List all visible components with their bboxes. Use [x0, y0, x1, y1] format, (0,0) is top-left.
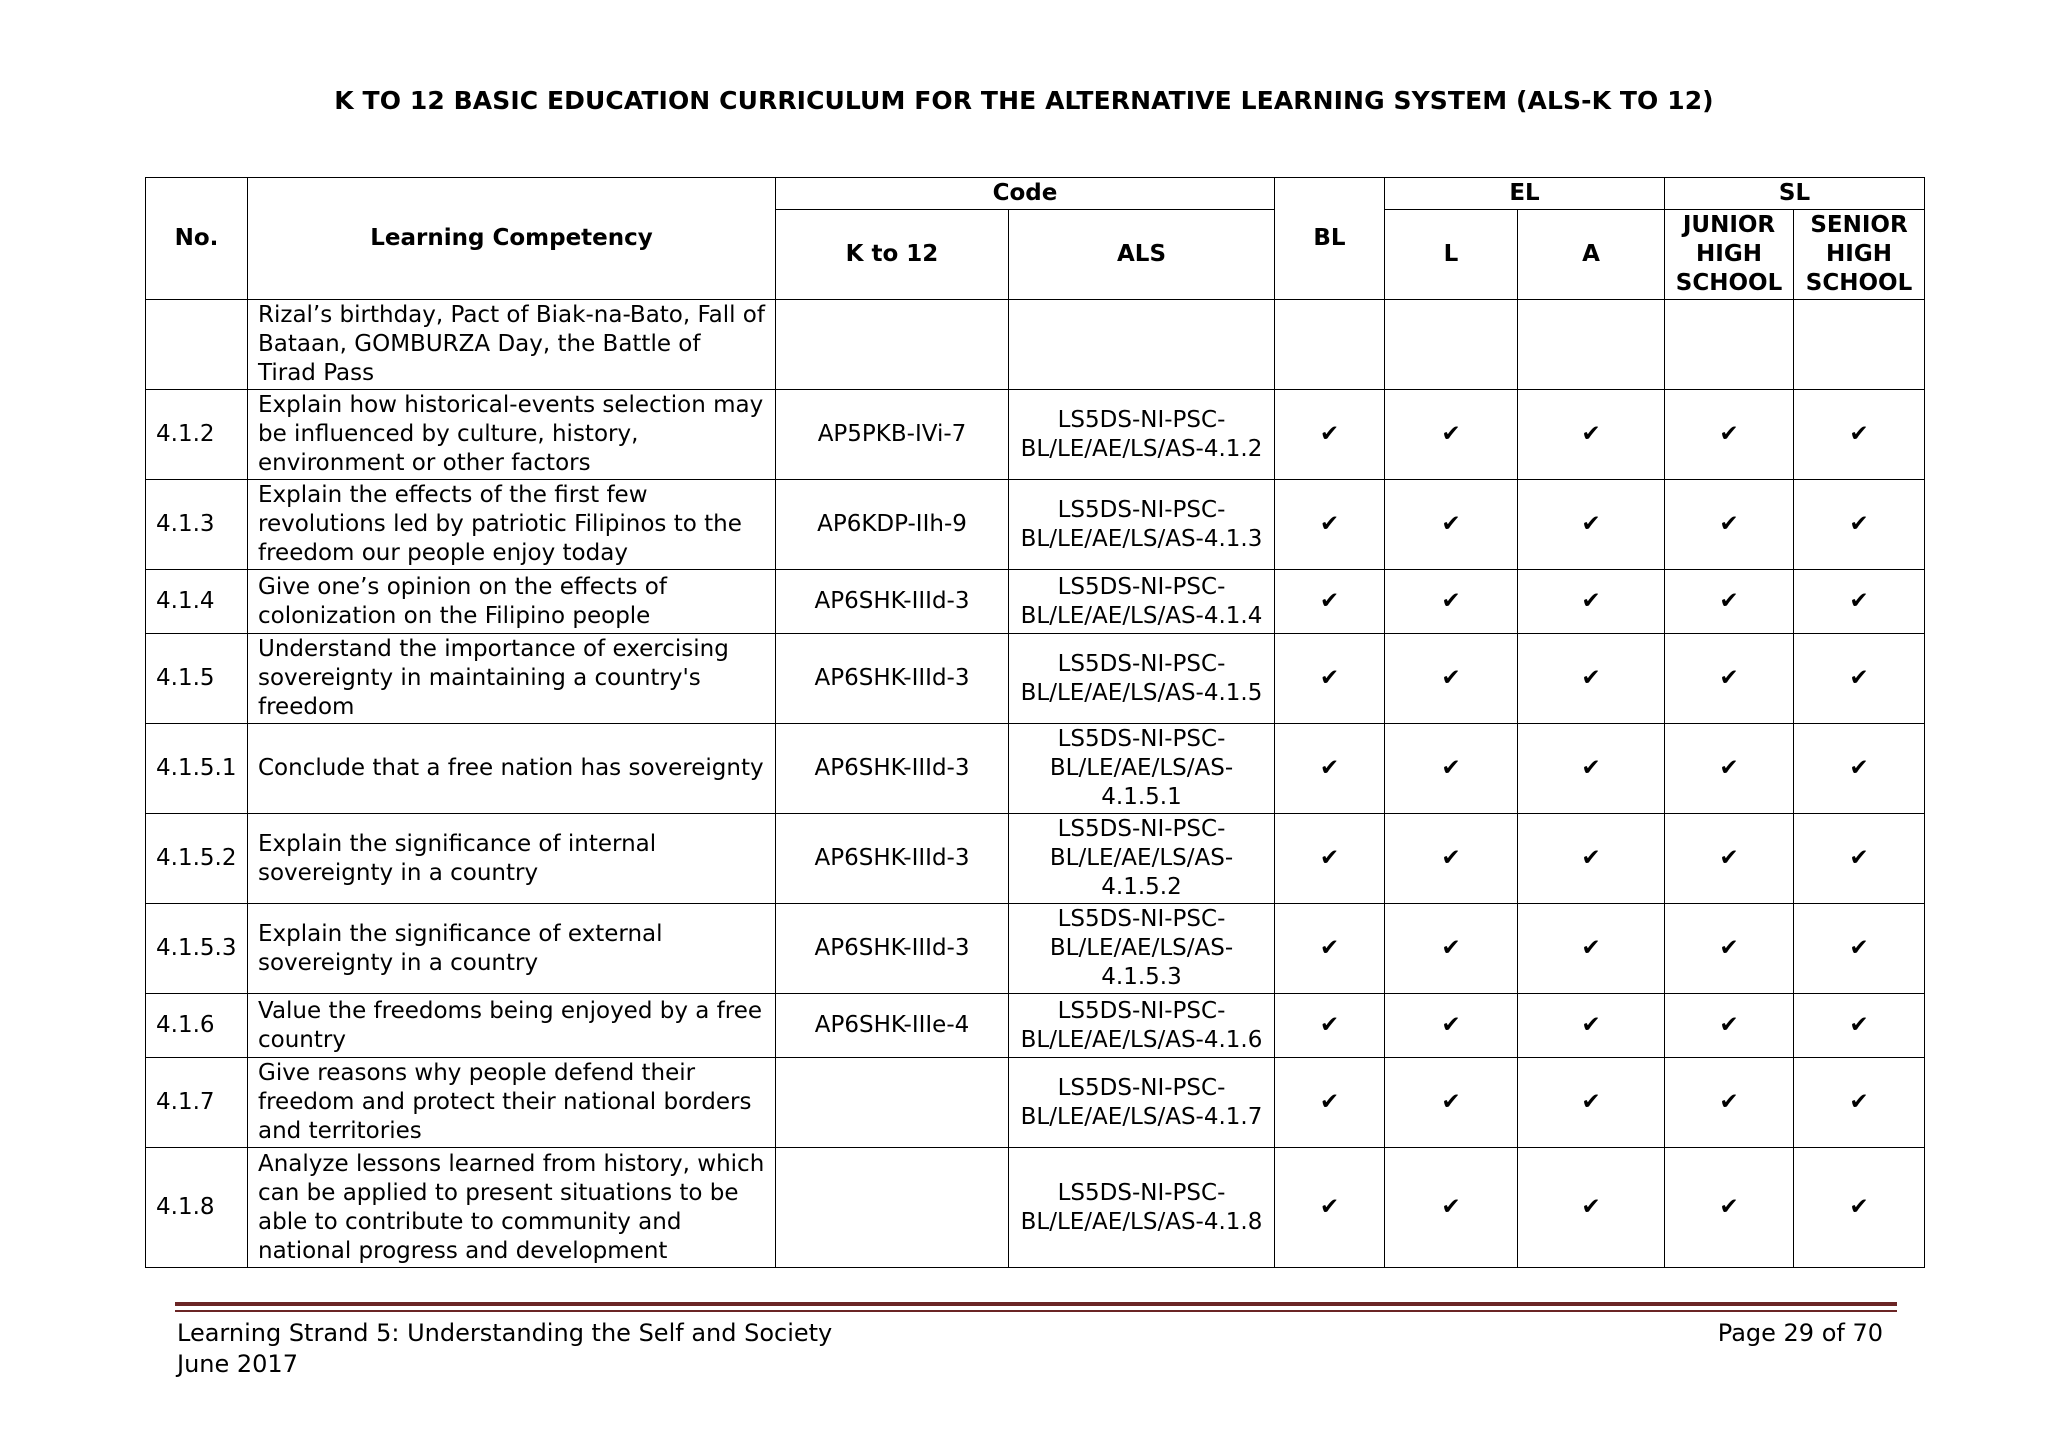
footer-left	[177, 1318, 832, 1380]
check-el-l-icon: ✔	[1385, 994, 1518, 1058]
table-row	[146, 724, 1925, 814]
header-junior-high-school: JUNIOR HIGH SCHOOL	[1665, 210, 1794, 300]
row-competency: Give one’s opinion on the effects of colonization on the Filipino people	[248, 570, 776, 634]
table-row	[146, 814, 1925, 904]
table-row	[146, 300, 1925, 390]
header-el: EL	[1385, 178, 1665, 210]
footer-date: June 2017	[177, 1350, 298, 1378]
row-k12-code: AP6SHK-IIId-3	[776, 724, 1009, 814]
row-competency: Explain the significance of external sovereignty in a country	[248, 904, 776, 994]
check-el-a-icon: ✔	[1518, 814, 1665, 904]
check-bl-icon: ✔	[1275, 570, 1385, 634]
check-sl-junior-high-icon: ✔	[1665, 1148, 1794, 1268]
check-sl-junior-high-icon: ✔	[1665, 1058, 1794, 1148]
check-sl-senior-high-icon: ✔	[1794, 1058, 1925, 1148]
row-als-code: LS5DS-NI-PSC-BL/LE/AE/LS/AS-4.1.4	[1009, 570, 1275, 634]
table-row	[146, 634, 1925, 724]
row-competency: Understand the importance of exercising sovereignty in maintaining a country's freedom	[248, 634, 776, 724]
row-number: 4.1.8	[146, 1148, 248, 1268]
table-row	[146, 1148, 1925, 1268]
check-el-l-icon: ✔	[1385, 480, 1518, 570]
row-competency: Explain the effects of the first few revolutions led by patriotic Filipinos to the freedom our people enjoy today	[248, 480, 776, 570]
document-title: K TO 12 BASIC EDUCATION CURRICULUM FOR THE ALTERNATIVE LEARNING SYSTEM (ALS-K TO 12)	[334, 86, 1714, 115]
check-el-a-icon: ✔	[1518, 904, 1665, 994]
header-no: No.	[146, 178, 248, 300]
check-bl-icon: ✔	[1275, 904, 1385, 994]
check-el-l-icon: ✔	[1385, 814, 1518, 904]
row-number: 4.1.2	[146, 390, 248, 480]
check-el-l-icon	[1385, 300, 1518, 390]
table-row	[146, 994, 1925, 1058]
row-number: 4.1.5.1	[146, 724, 248, 814]
table-row	[146, 390, 1925, 480]
table-row	[146, 570, 1925, 634]
footer-strand: Learning Strand 5: Understanding the Self and Society	[177, 1319, 833, 1347]
row-k12-code: AP6SHK-IIIe-4	[776, 994, 1009, 1058]
row-als-code: LS5DS-NI-PSC-BL/LE/AE/LS/AS-4.1.5.2	[1009, 814, 1275, 904]
header-k-to-12: K to 12	[776, 210, 1009, 300]
row-competency: Conclude that a free nation has sovereignty	[248, 724, 776, 814]
check-el-a-icon: ✔	[1518, 724, 1665, 814]
row-k12-code	[776, 300, 1009, 390]
check-sl-senior-high-icon: ✔	[1794, 1148, 1925, 1268]
check-el-a-icon: ✔	[1518, 480, 1665, 570]
check-bl-icon: ✔	[1275, 724, 1385, 814]
table-header	[146, 178, 1925, 300]
check-sl-junior-high-icon: ✔	[1665, 570, 1794, 634]
check-sl-senior-high-icon: ✔	[1794, 390, 1925, 480]
check-sl-junior-high-icon: ✔	[1665, 814, 1794, 904]
header-l: L	[1385, 210, 1518, 300]
row-competency: Explain how historical-events selection may be influenced by culture, history, environment or other factors	[248, 390, 776, 480]
check-sl-senior-high-icon	[1794, 300, 1925, 390]
check-el-l-icon: ✔	[1385, 904, 1518, 994]
row-k12-code	[776, 1058, 1009, 1148]
check-el-l-icon: ✔	[1385, 1148, 1518, 1268]
check-sl-senior-high-icon: ✔	[1794, 724, 1925, 814]
check-el-a-icon: ✔	[1518, 1148, 1665, 1268]
check-el-l-icon: ✔	[1385, 724, 1518, 814]
row-number: 4.1.4	[146, 570, 248, 634]
table-row	[146, 480, 1925, 570]
row-als-code: LS5DS-NI-PSC-BL/LE/AE/LS/AS-4.1.5.3	[1009, 904, 1275, 994]
check-sl-senior-high-icon: ✔	[1794, 994, 1925, 1058]
row-k12-code: AP6SHK-IIId-3	[776, 634, 1009, 724]
check-sl-junior-high-icon: ✔	[1665, 390, 1794, 480]
header-als: ALS	[1009, 210, 1275, 300]
header-sl: SL	[1665, 178, 1925, 210]
row-k12-code: AP6SHK-IIId-3	[776, 570, 1009, 634]
check-sl-senior-high-icon: ✔	[1794, 814, 1925, 904]
check-bl-icon: ✔	[1275, 390, 1385, 480]
row-number: 4.1.7	[146, 1058, 248, 1148]
row-als-code: LS5DS-NI-PSC-BL/LE/AE/LS/AS-4.1.5	[1009, 634, 1275, 724]
header-senior-high-school: SENIOR HIGH SCHOOL	[1794, 210, 1925, 300]
check-sl-senior-high-icon: ✔	[1794, 570, 1925, 634]
footer-page-number: Page 29 of 70	[1717, 1319, 1883, 1347]
row-competency: Value the freedoms being enjoyed by a free country	[248, 994, 776, 1058]
check-el-l-icon: ✔	[1385, 1058, 1518, 1148]
row-als-code: LS5DS-NI-PSC-BL/LE/AE/LS/AS-4.1.3	[1009, 480, 1275, 570]
check-el-a-icon: ✔	[1518, 390, 1665, 480]
competency-table	[145, 177, 1925, 1268]
table-row	[146, 904, 1925, 994]
check-sl-junior-high-icon	[1665, 300, 1794, 390]
row-als-code: LS5DS-NI-PSC-BL/LE/AE/LS/AS-4.1.7	[1009, 1058, 1275, 1148]
check-el-a-icon: ✔	[1518, 570, 1665, 634]
row-number: 4.1.6	[146, 994, 248, 1058]
check-el-a-icon: ✔	[1518, 994, 1665, 1058]
header-a: A	[1518, 210, 1665, 300]
row-number: 4.1.5	[146, 634, 248, 724]
check-el-a-icon: ✔	[1518, 1058, 1665, 1148]
check-sl-senior-high-icon: ✔	[1794, 904, 1925, 994]
row-number	[146, 300, 248, 390]
check-sl-junior-high-icon: ✔	[1665, 480, 1794, 570]
check-el-l-icon: ✔	[1385, 570, 1518, 634]
row-k12-code: AP6SHK-IIId-3	[776, 814, 1009, 904]
check-el-a-icon: ✔	[1518, 634, 1665, 724]
footer-divider	[175, 1302, 1897, 1306]
table-body	[146, 300, 1925, 1268]
header-learning-competency: Learning Competency	[248, 178, 776, 300]
check-bl-icon: ✔	[1275, 480, 1385, 570]
check-sl-junior-high-icon: ✔	[1665, 904, 1794, 994]
check-bl-icon: ✔	[1275, 1058, 1385, 1148]
row-competency: Analyze lessons learned from history, which can be applied to present situations to be able to contribute to community and national progress and development	[248, 1148, 776, 1268]
row-competency: Explain the significance of internal sovereignty in a country	[248, 814, 776, 904]
check-el-a-icon	[1518, 300, 1665, 390]
check-bl-icon: ✔	[1275, 814, 1385, 904]
row-k12-code	[776, 1148, 1009, 1268]
check-bl-icon: ✔	[1275, 634, 1385, 724]
check-bl-icon	[1275, 300, 1385, 390]
row-k12-code: AP6SHK-IIId-3	[776, 904, 1009, 994]
check-sl-senior-high-icon: ✔	[1794, 480, 1925, 570]
check-bl-icon: ✔	[1275, 994, 1385, 1058]
row-als-code	[1009, 300, 1275, 390]
row-number: 4.1.5.3	[146, 904, 248, 994]
row-competency: Give reasons why people defend their freedom and protect their national borders and territories	[248, 1058, 776, 1148]
row-k12-code: AP5PKB-IVi-7	[776, 390, 1009, 480]
row-als-code: LS5DS-NI-PSC-BL/LE/AE/LS/AS-4.1.2	[1009, 390, 1275, 480]
check-sl-junior-high-icon: ✔	[1665, 724, 1794, 814]
check-el-l-icon: ✔	[1385, 390, 1518, 480]
check-el-l-icon: ✔	[1385, 634, 1518, 724]
row-k12-code: AP6KDP-IIh-9	[776, 480, 1009, 570]
row-als-code: LS5DS-NI-PSC-BL/LE/AE/LS/AS-4.1.5.1	[1009, 724, 1275, 814]
check-sl-junior-high-icon: ✔	[1665, 994, 1794, 1058]
check-sl-senior-high-icon: ✔	[1794, 634, 1925, 724]
check-sl-junior-high-icon: ✔	[1665, 634, 1794, 724]
row-als-code: LS5DS-NI-PSC-BL/LE/AE/LS/AS-4.1.6	[1009, 994, 1275, 1058]
header-bl: BL	[1275, 178, 1385, 300]
header-code: Code	[776, 178, 1275, 210]
row-number: 4.1.5.2	[146, 814, 248, 904]
row-number: 4.1.3	[146, 480, 248, 570]
row-competency: Rizal’s birthday, Pact of Biak-na-Bato, Fall of Bataan, GOMBURZA Day, the Battle of Tirad Pass	[248, 300, 776, 390]
row-als-code: LS5DS-NI-PSC-BL/LE/AE/LS/AS-4.1.8	[1009, 1148, 1275, 1268]
check-bl-icon: ✔	[1275, 1148, 1385, 1268]
footer-divider-thin	[175, 1310, 1897, 1312]
table-row	[146, 1058, 1925, 1148]
